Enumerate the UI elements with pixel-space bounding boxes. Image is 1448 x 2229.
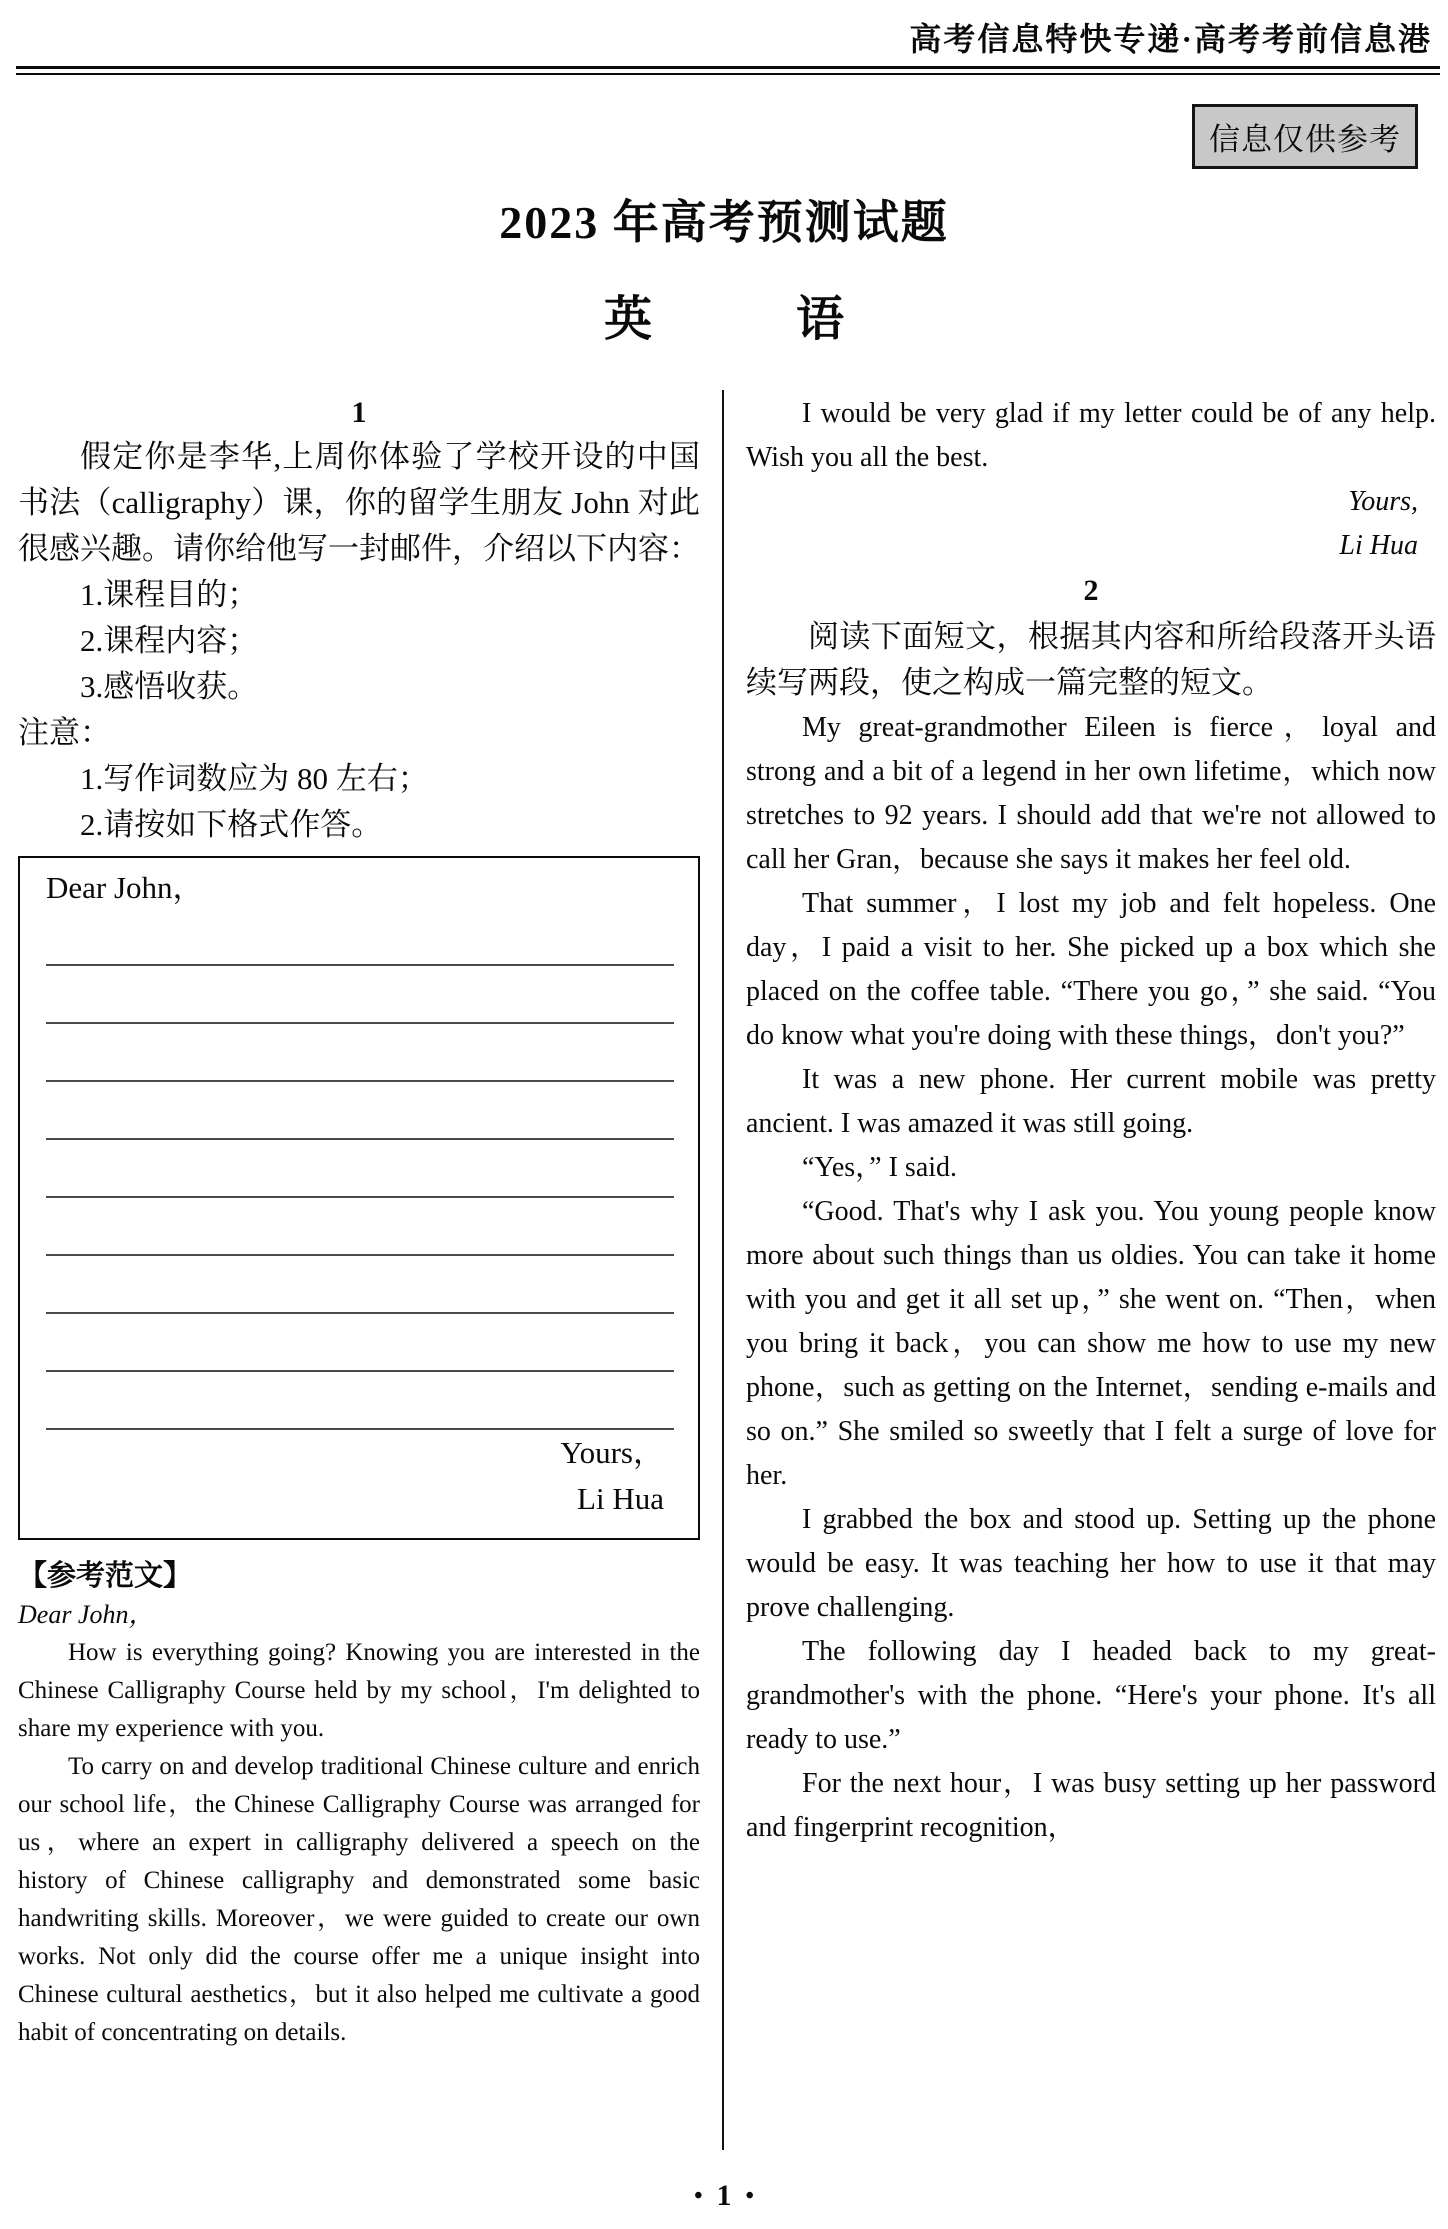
answer-box-salutation: Dear John， xyxy=(46,870,204,905)
answer-box-closing: Yours， xyxy=(560,1435,664,1470)
passage-paragraph: “Good. That's why I ask you. You young people know more about such things than us oldies. You can take it home with you and get it all set up，” she went on. “Then，when you bring it back，you can show me how to use my new phone，such as getting on the Internet，sending e-mails and so on.” She smiled so sweetly that I felt a surge of love for her. xyxy=(746,1196,1436,1491)
answer-box xyxy=(18,856,700,1540)
passage-paragraph: It was a new phone. Her current mobile was pretty ancient. I was amazed it was still going. xyxy=(746,1064,1436,1139)
page-number-value: 1 xyxy=(716,2179,732,2212)
section1-number: 1 xyxy=(351,396,367,429)
answer-writing-line xyxy=(46,1198,674,1256)
subject-title: 英 语 xyxy=(603,293,844,346)
section1-notice-label: 注意： xyxy=(18,715,111,750)
section1-notice: 1.写作词数应为 80 左右； xyxy=(80,761,429,796)
section1-prompt: 假定你是李华,上周你体验了学校开设的中国书法（calligraphy）课，你的留学生朋友 John 对此很感兴趣。请你给他写一封邮件，介绍以下内容： xyxy=(18,439,700,566)
column-divider xyxy=(722,390,724,2150)
header-double-rule xyxy=(16,66,1440,75)
section2-number: 2 xyxy=(1083,574,1099,607)
page-title: 2023 年高考预测试题 xyxy=(499,197,949,248)
model-essay-paragraph-continued: I would be very glad if my letter could be of any help. Wish you all the best. xyxy=(746,398,1436,473)
header-banner: 高考信息特快专递·高考考前信息港 xyxy=(909,21,1432,57)
right-column xyxy=(746,392,1436,1850)
model-essay-paragraph: To carry on and develop traditional Chinese culture and enrich our school life，the Chinese Calligraphy Course was arranged for us，where an expert in calligraphy delivered a speech on the history of Chinese calligraphy and demonstrated some basic handwriting skills. Moreover，we were guided to create our own works. Not only did the course offer me a unique insight into Chinese cultural aesthetics，but it also helped me cultivate a good habit of concentrating on details. xyxy=(18,1753,700,2046)
page-number-left-dot: • xyxy=(694,2183,703,2209)
section1-notice: 2.请按如下格式作答。 xyxy=(80,807,383,842)
left-column xyxy=(18,392,700,2052)
answer-writing-line xyxy=(46,1024,674,1082)
passage-paragraph: That summer，I lost my job and felt hopeless. One day，I paid a visit to her. She picked up a box which she placed on the coffee table. “There you go，” she said. “You do know what you're doing with these things，don't you?” xyxy=(746,888,1436,1051)
model-essay-salutation: Dear John， xyxy=(18,1600,155,1629)
reference-only-badge: 信息仅供参考 xyxy=(1192,104,1418,169)
answer-box-signature: Li Hua xyxy=(577,1481,664,1516)
answer-writing-line xyxy=(46,908,674,966)
model-essay-paragraph: How is everything going? Knowing you are interested in the Chinese Calligraphy Course held by my school，I'm delighted to share my experience with you. xyxy=(18,1639,700,1742)
section1-point: 2.课程内容； xyxy=(80,623,259,658)
answer-lines xyxy=(46,908,674,1430)
section2-prompt: 阅读下面短文，根据其内容和所给段落开头语续写两段，使之构成一篇完整的短文。 xyxy=(746,619,1436,700)
page-number-right-dot: • xyxy=(745,2183,754,2209)
passage-paragraph: My great-grandmother Eileen is fierce，loyal and strong and a bit of a legend in her own lifetime，which now stretches to 92 years. I should add that we're not allowed to call her Gran，because she says it makes her feel old. xyxy=(746,712,1436,875)
page-number xyxy=(0,2179,1448,2213)
passage-paragraph: I grabbed the box and stood up. Setting up the phone would be easy. It was teaching her how to use it that may prove challenging. xyxy=(746,1504,1436,1623)
passage-paragraph: For the next hour，I was busy setting up her password and fingerprint recognition， xyxy=(746,1768,1436,1843)
answer-writing-line xyxy=(46,1082,674,1140)
section1-point: 1.课程目的； xyxy=(80,577,259,612)
answer-writing-line xyxy=(46,966,674,1024)
model-essay-heading: 【参考范文】 xyxy=(18,1560,193,1592)
answer-writing-line xyxy=(46,1372,674,1430)
model-essay-closing: Yours, xyxy=(1348,486,1418,517)
answer-writing-line xyxy=(46,1256,674,1314)
section1-point: 3.感悟收获。 xyxy=(80,669,259,704)
passage-paragraph: The following day I headed back to my great-grandmother's with the phone. “Here's your phone. It's all ready to use.” xyxy=(746,1636,1436,1755)
model-essay-signature: Li Hua xyxy=(1339,530,1418,561)
answer-writing-line xyxy=(46,1140,674,1198)
answer-writing-line xyxy=(46,1314,674,1372)
passage-paragraph: “Yes，” I said. xyxy=(802,1152,958,1183)
